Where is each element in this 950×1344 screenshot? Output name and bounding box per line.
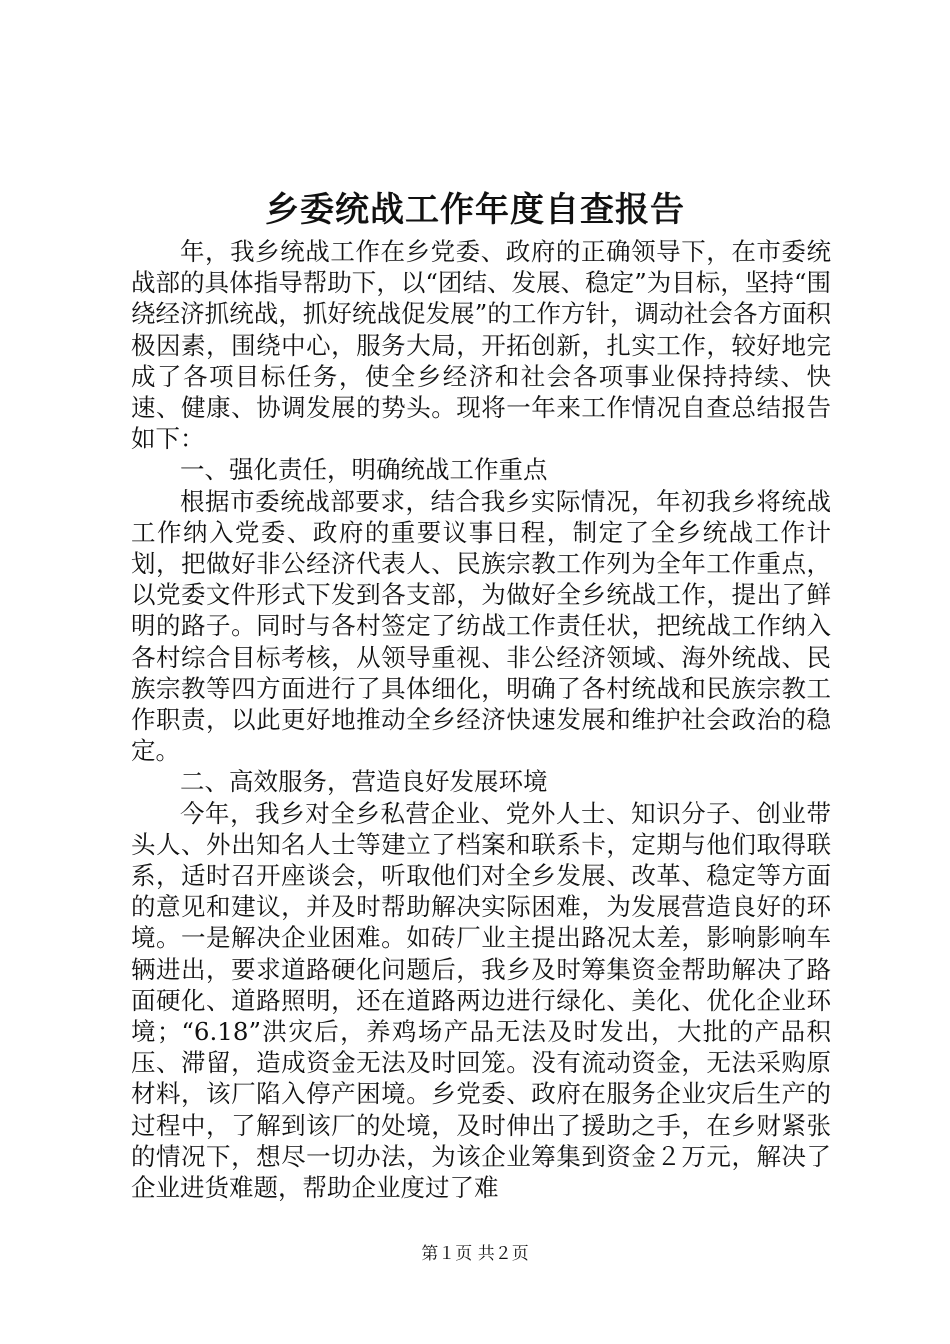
intro-paragraph: 年，我乡统战工作在乡党委、政府的正确领导下，在市委统战部的具体指导帮助下，以“团结、发展、稳定”为目标，坚持“围绕经济抓统战，抓好统战促发展”的工作方针，调动社会各方面积极因素，围绕中心，服务大局，开拓创新，扎实工作，较好地完成了各项目标任务，使全乡经济和社会各项事业保持持续、快速、健康、协调发展的势头。现将一年来工作情况自查总结报告如下： — [131, 237, 831, 454]
section-heading-2: 二、高效服务，营造良好发展环境 — [180, 767, 548, 797]
section-paragraph-2: 今年，我乡对全乡私营企业、党外人士、知识分子、创业带头人、外出知名人士等建立了档案和联系卡，定期与他们取得联系，适时召开座谈会，听取他们对全乡发展、改革、稳定等方面的意见和建议，并及时帮助解决实际困难，为发展营造良好的环境。一是解决企业困难。如砖厂业主提出路况太差，影响影响车辆进出，要求道路硬化问题后，我乡及时筹集资金帮助解决了路面硬化、道路照明，还在道路两边进行绿化、美化、优化企业环境；“6.18”洪灾后，养鸡场产品无法及时发出，大批的产品积压、滞留，造成资金无法及时回笼。没有流动资金，无法采购原材料，该厂陷入停产困境。乡党委、政府在服务企业灾后生产的过程中，了解到该厂的处境，及时伸出了援助之手，在乡财紧张的情况下，想尽一切办法，为该企业筹集到资金２万元，解决了企业进货难题，帮助企业度过了难 — [131, 798, 831, 1203]
document-body — [131, 236, 831, 1203]
page-number-footer: 第１页 共２页 — [421, 1244, 529, 1264]
section-paragraph-1: 根据市委统战部要求，结合我乡实际情况，年初我乡将统战工作纳入党委、政府的重要议事日程，制定了全乡统战工作计划，把做好非公经济代表人、民族宗教工作列为全年工作重点，以党委文件形式下发到各支部，为做好全乡统战工作，提出了鲜明的路子。同时与各村签定了纺战工作责任状，把统战工作纳入各村综合目标考核，从领导重视、非公经济领域、海外统战、民族宗教等四方面进行了具体细化，明确了各村统战和民族宗教工作职责，以此更好地推动全乡经济快速发展和维护社会政治的稳定。 — [131, 486, 831, 766]
section-heading-1: 一、强化责任，明确统战工作重点 — [180, 455, 548, 485]
document-title: 乡委统战工作年度自查报告 — [265, 190, 685, 230]
